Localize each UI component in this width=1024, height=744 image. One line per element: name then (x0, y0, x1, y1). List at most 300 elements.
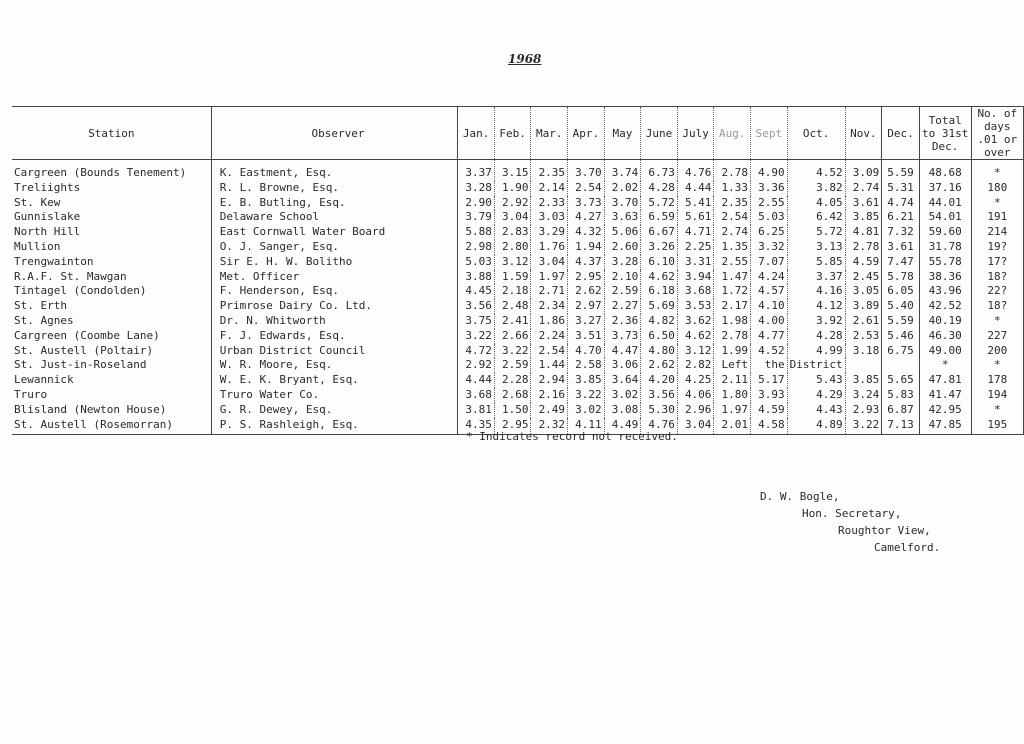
month-value-cell: 5.83 (882, 388, 920, 403)
month-value-cell: 2.32 (531, 418, 568, 435)
month-value-cell: 4.44 (677, 181, 714, 196)
month-value-cell: 1.80 (714, 388, 751, 403)
days-cell: * (971, 403, 1023, 418)
month-value-cell: 2.41 (494, 314, 531, 329)
station-cell: St. Austell (Poltair) (14, 343, 154, 357)
month-value-cell: 2.34 (531, 299, 568, 314)
month-value-cell: 2.53 (845, 329, 882, 344)
month-value-cell: 3.02 (604, 388, 641, 403)
signatory-address-line: Camelford. (874, 541, 941, 554)
month-value-cell: 3.70 (568, 160, 605, 181)
table-row (12, 403, 1024, 418)
table-row (12, 210, 1024, 225)
month-value-cell: 6.18 (641, 284, 678, 299)
month-value-cell: 7.47 (882, 255, 920, 270)
month-value-cell: 3.26 (641, 240, 678, 255)
month-value-cell: 3.73 (604, 329, 641, 344)
month-value-cell: 3.64 (604, 373, 641, 388)
month-value-cell: 2.49 (531, 403, 568, 418)
header-month: Mar. (531, 107, 568, 160)
table-row (12, 329, 1024, 344)
total-cell: 48.68 (919, 160, 971, 181)
month-value-cell: 2.90 (458, 196, 495, 211)
month-value-cell: 2.78 (845, 240, 882, 255)
month-value-cell: 3.93 (751, 388, 788, 403)
rainfall-table (12, 106, 1024, 435)
month-value-cell: 3.32 (751, 240, 788, 255)
month-value-cell: 2.68 (494, 388, 531, 403)
observer-cell: F. J. Edwards, Esq. (211, 329, 458, 344)
footnote: * Indicates record not received. (466, 430, 678, 443)
table-row (12, 344, 1024, 359)
month-value-cell: 2.83 (494, 225, 531, 240)
days-cell: 194 (971, 388, 1023, 403)
month-value-cell: 4.52 (751, 344, 788, 359)
total-cell: * (919, 358, 971, 373)
total-cell: 42.95 (919, 403, 971, 418)
station-cell: St. Agnes (14, 313, 74, 327)
month-value-cell: 2.66 (494, 329, 531, 344)
month-value-cell: 3.22 (845, 418, 882, 435)
month-value-cell: 2.58 (568, 358, 605, 373)
month-value-cell: 3.22 (458, 329, 495, 344)
document-year: 1968 (508, 52, 542, 66)
station-cell: St. Austell (Rosemorran) (12, 418, 211, 435)
table-row (12, 255, 1024, 270)
month-value-cell: 3.85 (845, 210, 882, 225)
month-value-cell: 2.92 (494, 196, 531, 211)
observer-cell: F. Henderson, Esq. (211, 284, 458, 299)
month-value-cell: 2.60 (604, 240, 641, 255)
month-value-cell: 4.74 (882, 196, 920, 211)
observer-cell: W. E. K. Bryant, Esq. (211, 373, 458, 388)
month-value-cell: 3.28 (458, 181, 495, 196)
month-value-cell: 5.88 (458, 225, 495, 240)
station-cell: Treliights (14, 180, 81, 194)
month-value-cell: 3.04 (677, 418, 714, 435)
month-value-cell: 3.68 (458, 388, 495, 403)
total-cell: 47.81 (919, 373, 971, 388)
month-value-cell: 7.32 (882, 225, 920, 240)
month-value-cell: 3.85 (845, 373, 882, 388)
table-row (12, 358, 1024, 373)
month-value-cell: 2.17 (714, 299, 751, 314)
month-value-cell: 1.97 (714, 403, 751, 418)
header-month: Nov. (845, 107, 882, 160)
days-cell: 227 (971, 329, 1023, 344)
month-value-cell: 6.21 (882, 210, 920, 225)
month-value-cell: 2.10 (604, 270, 641, 285)
table-row (12, 314, 1024, 329)
signatory-address-line: Roughtor View, (838, 524, 931, 537)
month-value-cell: 1.86 (531, 314, 568, 329)
month-value-cell: 2.94 (531, 373, 568, 388)
month-value-cell: 2.33 (531, 196, 568, 211)
header-month: June (641, 107, 678, 160)
total-cell: 31.78 (919, 240, 971, 255)
month-value-cell: 2.93 (845, 403, 882, 418)
days-cell: 17? (971, 255, 1023, 270)
observer-cell: R. L. Browne, Esq. (211, 181, 458, 196)
header-observer: Observer (211, 107, 458, 160)
station-cell: Blisland (Newton House) (14, 402, 167, 416)
month-value-cell: 5.40 (882, 299, 920, 314)
month-value-cell: 4.28 (787, 329, 845, 344)
month-value-cell: 3.68 (677, 284, 714, 299)
month-value-cell: Left (714, 358, 751, 373)
days-cell: * (971, 358, 1023, 373)
month-value-cell: 4.81 (845, 225, 882, 240)
month-value-cell: 2.24 (531, 329, 568, 344)
month-value-cell: 3.56 (458, 299, 495, 314)
month-value-cell: 3.04 (494, 210, 531, 225)
total-cell: 46.30 (919, 329, 971, 344)
header-month: Sept (751, 107, 788, 160)
month-value-cell: District (787, 358, 845, 373)
month-value-cell: 3.37 (787, 270, 845, 285)
month-value-cell: 4.29 (787, 388, 845, 403)
month-value-cell: 4.72 (458, 344, 495, 359)
month-value-cell: 4.62 (677, 329, 714, 344)
month-value-cell: 3.22 (494, 344, 531, 359)
month-value-cell: 2.78 (714, 329, 751, 344)
header-month: Apr. (568, 107, 605, 160)
month-value-cell: 4.00 (751, 314, 788, 329)
month-value-cell: 4.82 (641, 314, 678, 329)
station-cell: Cargreen (Coombe Lane) (14, 328, 160, 342)
month-value-cell: 5.17 (751, 373, 788, 388)
total-cell: 38.36 (919, 270, 971, 285)
month-value-cell: 5.78 (882, 270, 920, 285)
table-row (12, 181, 1024, 196)
days-cell: 191 (971, 210, 1023, 225)
month-value-cell: 3.31 (677, 255, 714, 270)
month-value-cell: 5.31 (882, 181, 920, 196)
month-value-cell: 5.59 (882, 160, 920, 181)
table-row (12, 388, 1024, 403)
days-cell: 195 (971, 418, 1023, 435)
header-month: Jan. (458, 107, 495, 160)
month-value-cell: 2.02 (604, 181, 641, 196)
header-month: July (677, 107, 714, 160)
month-value-cell: 4.11 (568, 418, 605, 435)
month-value-cell: 4.45 (458, 284, 495, 299)
station-cell: Trengwainton (14, 254, 94, 268)
month-value-cell: 2.74 (845, 181, 882, 196)
month-value-cell: 4.59 (845, 255, 882, 270)
month-value-cell: 4.52 (787, 160, 845, 181)
month-value-cell: 4.77 (751, 329, 788, 344)
days-cell: 22? (971, 284, 1023, 299)
station-cell: St. Just-in-Roseland (14, 358, 147, 372)
station-cell: Cargreen (Bounds Tenement) (14, 166, 187, 179)
month-value-cell: 3.63 (604, 210, 641, 225)
month-value-cell: 2.82 (677, 358, 714, 373)
observer-cell: K. Eastment, Esq. (211, 160, 458, 181)
month-value-cell: 4.76 (641, 418, 678, 435)
month-value-cell: 4.16 (787, 284, 845, 299)
month-value-cell: 2.95 (568, 270, 605, 285)
month-value-cell: 2.55 (714, 255, 751, 270)
month-value-cell: 2.55 (751, 196, 788, 211)
month-value-cell: 3.56 (641, 388, 678, 403)
month-value-cell: 6.25 (751, 225, 788, 240)
month-value-cell: 4.24 (751, 270, 788, 285)
station-cell: Mullion (14, 239, 61, 253)
station-cell: R.A.F. St. Mawgan (14, 269, 127, 283)
month-value-cell: 3.85 (568, 373, 605, 388)
month-value-cell: 2.95 (494, 418, 531, 435)
month-value-cell: 3.12 (494, 255, 531, 270)
observer-cell: Dr. N. Whitworth (211, 314, 458, 329)
month-value-cell: 2.18 (494, 284, 531, 299)
month-value-cell: 5.85 (787, 255, 845, 270)
month-value-cell: 3.06 (604, 358, 641, 373)
month-value-cell: 1.76 (531, 240, 568, 255)
month-value-cell: 1.47 (714, 270, 751, 285)
month-value-cell: 3.05 (845, 284, 882, 299)
table-row (12, 240, 1024, 255)
days-cell: 200 (971, 344, 1023, 359)
total-cell: 49.00 (919, 344, 971, 359)
month-value-cell: 4.27 (568, 210, 605, 225)
month-value-cell: 4.25 (677, 373, 714, 388)
month-value-cell: 4.89 (787, 418, 845, 435)
month-value-cell: 3.82 (787, 181, 845, 196)
table-row (12, 160, 1024, 181)
month-value-cell: 4.59 (751, 403, 788, 418)
table-row (12, 373, 1024, 388)
observer-cell: Met. Officer (211, 270, 458, 285)
month-value-cell: 2.61 (845, 314, 882, 329)
month-value-cell: 4.71 (677, 225, 714, 240)
month-value-cell: 4.90 (751, 160, 788, 181)
month-value-cell: 4.32 (568, 225, 605, 240)
month-value-cell: 6.42 (787, 210, 845, 225)
month-value-cell: 4.12 (787, 299, 845, 314)
month-value-cell: 1.33 (714, 181, 751, 196)
station-cell: St. Erth (14, 299, 67, 313)
month-value-cell: 3.81 (458, 403, 495, 418)
month-value-cell: 1.72 (714, 284, 751, 299)
station-cell: North Hill (14, 225, 81, 239)
month-value-cell: 3.79 (458, 210, 495, 225)
header-month: Oct. (787, 107, 845, 160)
month-value-cell: 2.80 (494, 240, 531, 255)
month-value-cell: 3.92 (787, 314, 845, 329)
month-value-cell: 2.45 (845, 270, 882, 285)
month-value-cell: 5.06 (604, 225, 641, 240)
days-cell: * (971, 160, 1023, 181)
month-value-cell: 3.37 (458, 160, 495, 181)
observer-cell: East Cornwall Water Board (211, 225, 458, 240)
month-value-cell: 6.87 (882, 403, 920, 418)
month-value-cell: 4.06 (677, 388, 714, 403)
total-cell: 40.19 (919, 314, 971, 329)
month-value-cell: 2.96 (677, 403, 714, 418)
observer-cell: O. J. Sanger, Esq. (211, 240, 458, 255)
month-value-cell: 2.54 (714, 210, 751, 225)
month-value-cell: 3.15 (494, 160, 531, 181)
month-value-cell: 3.94 (677, 270, 714, 285)
month-value-cell: 3.74 (604, 160, 641, 181)
month-value-cell: 3.09 (845, 160, 882, 181)
total-cell: 37.16 (919, 181, 971, 196)
observer-cell: P. S. Rashleigh, Esq. (211, 418, 458, 435)
month-value-cell: 4.28 (641, 181, 678, 196)
month-value-cell: 2.35 (714, 196, 751, 211)
month-value-cell: 5.03 (751, 210, 788, 225)
month-value-cell: 7.13 (882, 418, 920, 435)
month-value-cell: 6.50 (641, 329, 678, 344)
total-cell: 59.60 (919, 225, 971, 240)
month-value-cell: 1.94 (568, 240, 605, 255)
station-cell: St. Kew (14, 195, 61, 209)
month-value-cell: 4.57 (751, 284, 788, 299)
month-value-cell: 5.30 (641, 403, 678, 418)
days-cell: 19? (971, 240, 1023, 255)
month-value-cell: 2.01 (714, 418, 751, 435)
month-value-cell: 5.43 (787, 373, 845, 388)
month-value-cell: 2.28 (494, 373, 531, 388)
month-value-cell: 3.61 (845, 196, 882, 211)
month-value-cell: 3.27 (568, 314, 605, 329)
total-cell: 42.52 (919, 299, 971, 314)
month-value-cell: 5.46 (882, 329, 920, 344)
month-value-cell: 5.41 (677, 196, 714, 211)
month-value-cell: 6.73 (641, 160, 678, 181)
month-value-cell: 2.59 (604, 284, 641, 299)
month-value-cell: 5.65 (882, 373, 920, 388)
month-value-cell: 4.20 (641, 373, 678, 388)
month-value-cell: 2.14 (531, 181, 568, 196)
month-value-cell: 3.18 (845, 344, 882, 359)
station-cell: Tintagel (Condolden) (14, 284, 147, 298)
month-value-cell: 6.05 (882, 284, 920, 299)
month-value-cell: 1.98 (714, 314, 751, 329)
month-value-cell: 5.69 (641, 299, 678, 314)
total-cell: 47.85 (919, 418, 971, 435)
month-value-cell: 5.72 (641, 196, 678, 211)
station-cell: Lewannick (14, 373, 74, 387)
month-value-cell: 3.08 (604, 403, 641, 418)
header-month: Dec. (882, 107, 920, 160)
month-value-cell: 4.10 (751, 299, 788, 314)
month-value-cell: 2.92 (458, 358, 495, 373)
month-value-cell: 6.59 (641, 210, 678, 225)
days-cell: * (971, 314, 1023, 329)
days-cell: * (971, 196, 1023, 211)
month-value-cell: 2.35 (531, 160, 568, 181)
days-cell: 18? (971, 299, 1023, 314)
observer-cell: E. B. Butling, Esq. (211, 196, 458, 211)
month-value-cell: 3.89 (845, 299, 882, 314)
month-value-cell: 3.29 (531, 225, 568, 240)
month-value-cell: 1.50 (494, 403, 531, 418)
month-value-cell: 3.73 (568, 196, 605, 211)
month-value-cell: 1.44 (531, 358, 568, 373)
month-value-cell: 6.75 (882, 344, 920, 359)
month-value-cell: 2.54 (531, 344, 568, 359)
header-station: Station (12, 107, 211, 160)
month-value-cell: 2.16 (531, 388, 568, 403)
table-row (12, 196, 1024, 211)
table-header-row (12, 107, 1024, 160)
month-value-cell: 3.13 (787, 240, 845, 255)
month-value-cell: 3.03 (531, 210, 568, 225)
month-value-cell: 4.58 (751, 418, 788, 435)
month-value-cell: 4.37 (568, 255, 605, 270)
table-row (12, 299, 1024, 314)
month-value-cell: 4.76 (677, 160, 714, 181)
total-cell: 54.01 (919, 210, 971, 225)
observer-cell: G. R. Dewey, Esq. (211, 403, 458, 418)
month-value-cell: 4.44 (458, 373, 495, 388)
month-value-cell: 2.98 (458, 240, 495, 255)
days-cell: 178 (971, 373, 1023, 388)
month-value-cell: 4.80 (641, 344, 678, 359)
observer-cell: Sir E. H. W. Bolitho (211, 255, 458, 270)
month-value-cell: 3.04 (531, 255, 568, 270)
month-value-cell (845, 358, 882, 373)
signature-block (760, 488, 940, 556)
month-value-cell: 5.72 (787, 225, 845, 240)
month-value-cell: 2.71 (531, 284, 568, 299)
month-value-cell: 2.59 (494, 358, 531, 373)
month-value-cell: 7.07 (751, 255, 788, 270)
month-value-cell: 2.36 (604, 314, 641, 329)
observer-cell: W. R. Moore, Esq. (211, 358, 458, 373)
observer-cell: Primrose Dairy Co. Ltd. (211, 299, 458, 314)
table-row (12, 225, 1024, 240)
observer-cell: Truro Water Co. (211, 388, 458, 403)
month-value-cell: 3.28 (604, 255, 641, 270)
month-value-cell: 5.59 (882, 314, 920, 329)
header-days: No. of days .01 or over (971, 107, 1023, 160)
month-value-cell: 4.05 (787, 196, 845, 211)
header-month: Feb. (494, 107, 531, 160)
month-value-cell: 6.67 (641, 225, 678, 240)
month-value-cell: 2.74 (714, 225, 751, 240)
month-value-cell: 4.49 (604, 418, 641, 435)
station-cell: Gunnislake (14, 210, 81, 224)
month-value-cell: 4.35 (458, 418, 495, 435)
total-cell: 43.96 (919, 284, 971, 299)
month-value-cell: 3.12 (677, 344, 714, 359)
month-value-cell: 3.22 (568, 388, 605, 403)
month-value-cell: 4.62 (641, 270, 678, 285)
month-value-cell: 6.10 (641, 255, 678, 270)
month-value-cell (882, 358, 920, 373)
month-value-cell: 2.27 (604, 299, 641, 314)
total-cell: 44.01 (919, 196, 971, 211)
month-value-cell: 2.62 (641, 358, 678, 373)
observer-cell: Urban District Council (211, 344, 458, 359)
month-value-cell: 3.51 (568, 329, 605, 344)
month-value-cell: 3.24 (845, 388, 882, 403)
month-value-cell: 2.25 (677, 240, 714, 255)
month-value-cell: 4.70 (568, 344, 605, 359)
table-row (12, 270, 1024, 285)
signatory-name: D. W. Bogle, (760, 490, 840, 503)
table-row (12, 284, 1024, 299)
month-value-cell: 3.62 (677, 314, 714, 329)
month-value-cell: 4.43 (787, 403, 845, 418)
month-value-cell: 4.47 (604, 344, 641, 359)
month-value-cell: 2.78 (714, 160, 751, 181)
days-cell: 18? (971, 270, 1023, 285)
month-value-cell: 1.97 (531, 270, 568, 285)
